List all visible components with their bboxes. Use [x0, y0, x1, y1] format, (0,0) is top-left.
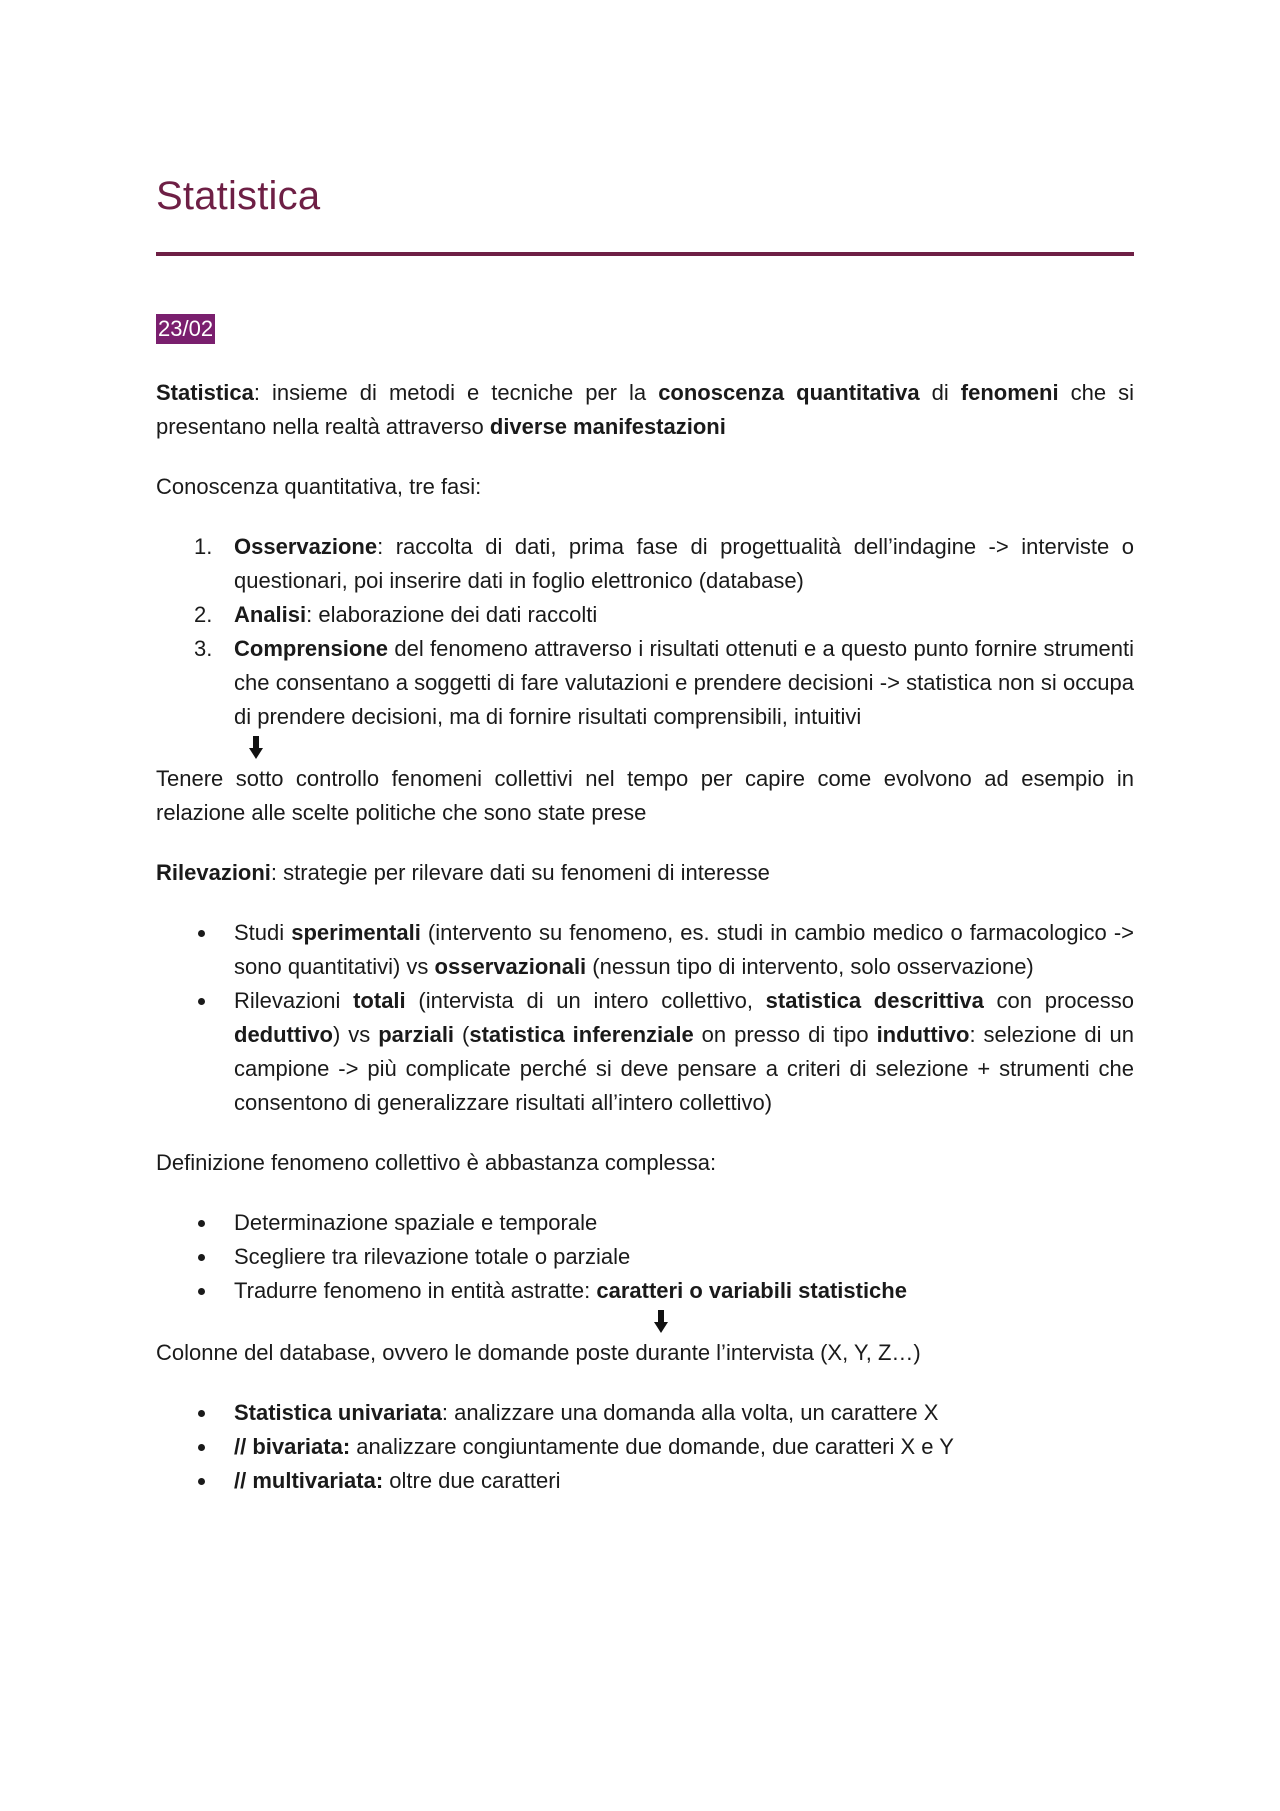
item-text: Rilevazioni: [234, 988, 354, 1013]
collective-list: [156, 1206, 1134, 1308]
item-bold: // multivariata:: [234, 1468, 384, 1493]
item-text: Tradurre fenomeno in entità astratte:: [234, 1278, 597, 1303]
item-text: (intervista di un intero collettivo,: [405, 988, 766, 1013]
phases-intro: Conoscenza quantitativa, tre fasi:: [156, 474, 482, 499]
item-text: on presso di tipo: [693, 1022, 877, 1047]
arrow-row: [156, 734, 1134, 762]
phase-text: : raccolta di dati, prima fase di progettualità dell’indagine -> interviste o questionari, poi inserire dati in foglio elettronico (database): [234, 534, 1134, 593]
phase-text: del fenomeno attraverso i risultati ottenuti e a questo punto fornire strumenti che consentano a soggetti di fare valutazioni e prendere decisioni -> statistica non si occupa di prendere decisioni, ma di fornire risultati comprensibili, intuitivi: [234, 636, 1134, 729]
title-divider: [156, 252, 1134, 256]
item-bold: caratteri o variabili statistiche: [596, 1278, 907, 1303]
item-bold: Statistica univariata: [234, 1400, 442, 1425]
arrow-down-icon: [248, 736, 264, 760]
list-item: [156, 1206, 1134, 1240]
list-item: [156, 984, 1134, 1120]
definition-text: di: [919, 380, 961, 405]
list-item: [156, 1396, 1134, 1430]
list-number: 3.: [194, 636, 213, 661]
item-bold: parziali: [378, 1022, 455, 1047]
item-text: : analizzare una domanda alla volta, un carattere X: [441, 1400, 939, 1425]
page-title: Statistica: [156, 174, 321, 218]
rilevazioni-definition: [156, 856, 1134, 890]
list-item: [156, 632, 1134, 734]
arrow-row: [156, 1308, 1134, 1336]
definition-text: : insieme di metodi e tecniche per la: [253, 380, 659, 405]
date-highlight: 23/02: [156, 314, 215, 344]
document-content: [156, 168, 1134, 1498]
item-text: analizzare congiuntamente due domande, due caratteri X e Y: [350, 1434, 954, 1459]
item-bold: statistica descrittiva: [765, 988, 984, 1013]
list-item: [156, 1464, 1134, 1498]
bullet-icon: [198, 1254, 205, 1261]
bullet-icon: [198, 1220, 205, 1227]
definition-term: Statistica: [156, 380, 254, 405]
rilevazioni-term: Rilevazioni: [156, 860, 271, 885]
list-number: 2.: [194, 602, 213, 627]
definition-text: che si presentano nella realtà attraverso: [156, 380, 1134, 439]
item-text: Studi: [234, 920, 292, 945]
item-text: oltre due caratteri: [383, 1468, 561, 1493]
item-bold: osservazionali: [434, 954, 587, 979]
item-text: : selezione di un campione -> più complicate perché si deve pensare a criteri di selezione + strumenti che consentono di generalizzare risultati all’intero collettivo): [234, 1022, 1134, 1115]
list-item: [156, 1430, 1134, 1464]
item-bold: statistica inferenziale: [469, 1022, 694, 1047]
definition-bold-phenomena: fenomeni: [960, 380, 1059, 405]
study-types-list: [156, 916, 1134, 1120]
bullet-icon: [198, 930, 205, 937]
list-item: [156, 1274, 1134, 1308]
date-line: [156, 312, 1134, 346]
analysis-list: [156, 1396, 1134, 1498]
item-text: Determinazione spaziale e temporale: [234, 1210, 598, 1235]
item-text: (: [454, 1022, 470, 1047]
definition-bold-quantitative: conoscenza quantitativa: [658, 380, 920, 405]
bullet-icon: [198, 1444, 205, 1451]
item-bold: induttivo: [876, 1022, 970, 1047]
bullet-icon: [198, 1478, 205, 1485]
item-text: Scegliere tra rilevazione totale o parziale: [234, 1244, 631, 1269]
phase-text: : elaborazione dei dati raccolti: [306, 602, 598, 627]
bullet-icon: [198, 1410, 205, 1417]
list-item: [156, 916, 1134, 984]
item-text: (nessun tipo di intervento, solo osservazione): [586, 954, 1034, 979]
control-paragraph: Tenere sotto controllo fenomeni collettivi nel tempo per capire come evolvono ad esempio in relazione alle scelte politiche che sono state prese: [156, 766, 1134, 825]
statistics-definition: [156, 376, 1134, 444]
item-text: (intervento su fenomeno, es. studi in cambio medico o farmacologico -> sono quantitativi) vs: [234, 920, 1134, 979]
collective-intro: Definizione fenomeno collettivo è abbastanza complessa:: [156, 1150, 717, 1175]
item-bold: // bivariata:: [234, 1434, 351, 1459]
arrow-down-icon: [653, 1310, 669, 1334]
list-item: [156, 1240, 1134, 1274]
item-bold: sperimentali: [291, 920, 421, 945]
item-bold: totali: [353, 988, 406, 1013]
bullet-icon: [198, 998, 205, 1005]
list-item: [156, 530, 1134, 598]
columns-paragraph: Colonne del database, ovvero le domande poste durante l’intervista (X, Y, Z…): [156, 1340, 921, 1365]
phases-list: [156, 530, 1134, 734]
bullet-icon: [198, 1288, 205, 1295]
phase-term: Analisi: [234, 602, 307, 627]
list-number: 1.: [194, 534, 213, 559]
item-text: ) vs: [333, 1022, 379, 1047]
definition-bold-manifestations: diverse manifestazioni: [489, 414, 726, 439]
phase-term: Comprensione: [234, 636, 389, 661]
rilevazioni-text: : strategie per rilevare dati su fenomeni di interesse: [270, 860, 770, 885]
item-bold: deduttivo: [234, 1022, 333, 1047]
list-item: [156, 598, 1134, 632]
item-text: con processo: [983, 988, 1135, 1013]
phase-term: Osservazione: [234, 534, 378, 559]
